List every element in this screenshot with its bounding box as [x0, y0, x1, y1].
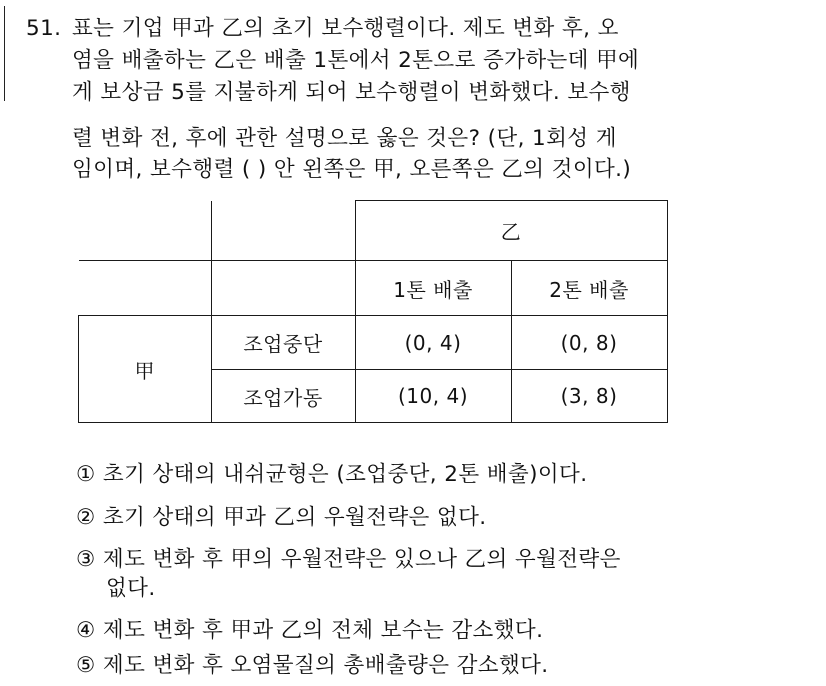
blank-corner-cell — [79, 261, 212, 316]
option-marker: ③ — [76, 547, 96, 572]
row-strategy-header: 조업중단 — [211, 316, 355, 370]
payoff-cell: (0, 8) — [511, 316, 667, 370]
option-text: 제도 변화 후 오염물질의 총배출량은 감소했다. — [102, 653, 549, 678]
question-number: 51. — [26, 16, 62, 41]
column-player-header: 乙 — [355, 201, 667, 261]
row-strategy-header: 조업가동 — [211, 370, 355, 423]
payoff-matrix-table — [78, 200, 668, 423]
option-2 — [76, 507, 487, 529]
payoff-cell: (3, 8) — [511, 370, 667, 423]
column-strategy-header: 1톤 배출 — [355, 261, 511, 316]
option-marker: ⑤ — [76, 653, 96, 678]
option-3-continuation: 없다. — [106, 576, 156, 601]
blank-corner-cell — [211, 201, 355, 261]
question-line-4: 렬 변화 전, 후에 관한 설명으로 옳은 것은? (단, 1회성 게 — [72, 126, 617, 151]
question-line-2: 염을 배출하는 乙은 배출 1톤에서 2톤으로 증가하는데 甲에 — [72, 48, 640, 73]
row-player-header: 甲 — [79, 316, 212, 423]
option-4 — [76, 620, 543, 642]
payoff-cell: (10, 4) — [355, 370, 511, 423]
question-line-1: 51. 표는 기업 甲과 乙의 초기 보수행렬이다. 제도 변화 후, 오 — [26, 16, 619, 41]
option-text: 초기 상태의 甲과 乙의 우월전략은 없다. — [102, 505, 487, 530]
blank-corner-cell — [211, 261, 355, 316]
option-text: 초기 상태의 내쉬균형은 (조업중단, 2톤 배출)이다. — [102, 462, 588, 487]
column-strategy-header: 2톤 배출 — [511, 261, 667, 316]
question-line-3: 게 보상금 5를 지불하게 되어 보수행렬이 변화했다. 보수행 — [72, 80, 631, 105]
option-1 — [76, 464, 587, 486]
option-5 — [76, 655, 549, 677]
left-margin-rule — [4, 6, 5, 101]
option-marker: ② — [76, 505, 96, 530]
question-line-5: 임이며, 보수행렬 ( ) 안 왼쪽은 甲, 오른쪽은 乙의 것이다.) — [72, 157, 632, 182]
option-text: 제도 변화 후 甲과 乙의 전체 보수는 감소했다. — [102, 618, 544, 643]
option-marker: ① — [76, 462, 96, 487]
option-3 — [76, 549, 621, 571]
option-text: 제도 변화 후 甲의 우월전략은 있으나 乙의 우월전략은 — [102, 547, 621, 572]
payoff-cell: (0, 4) — [355, 316, 511, 370]
blank-corner-cell — [79, 201, 212, 261]
option-marker: ④ — [76, 618, 96, 643]
